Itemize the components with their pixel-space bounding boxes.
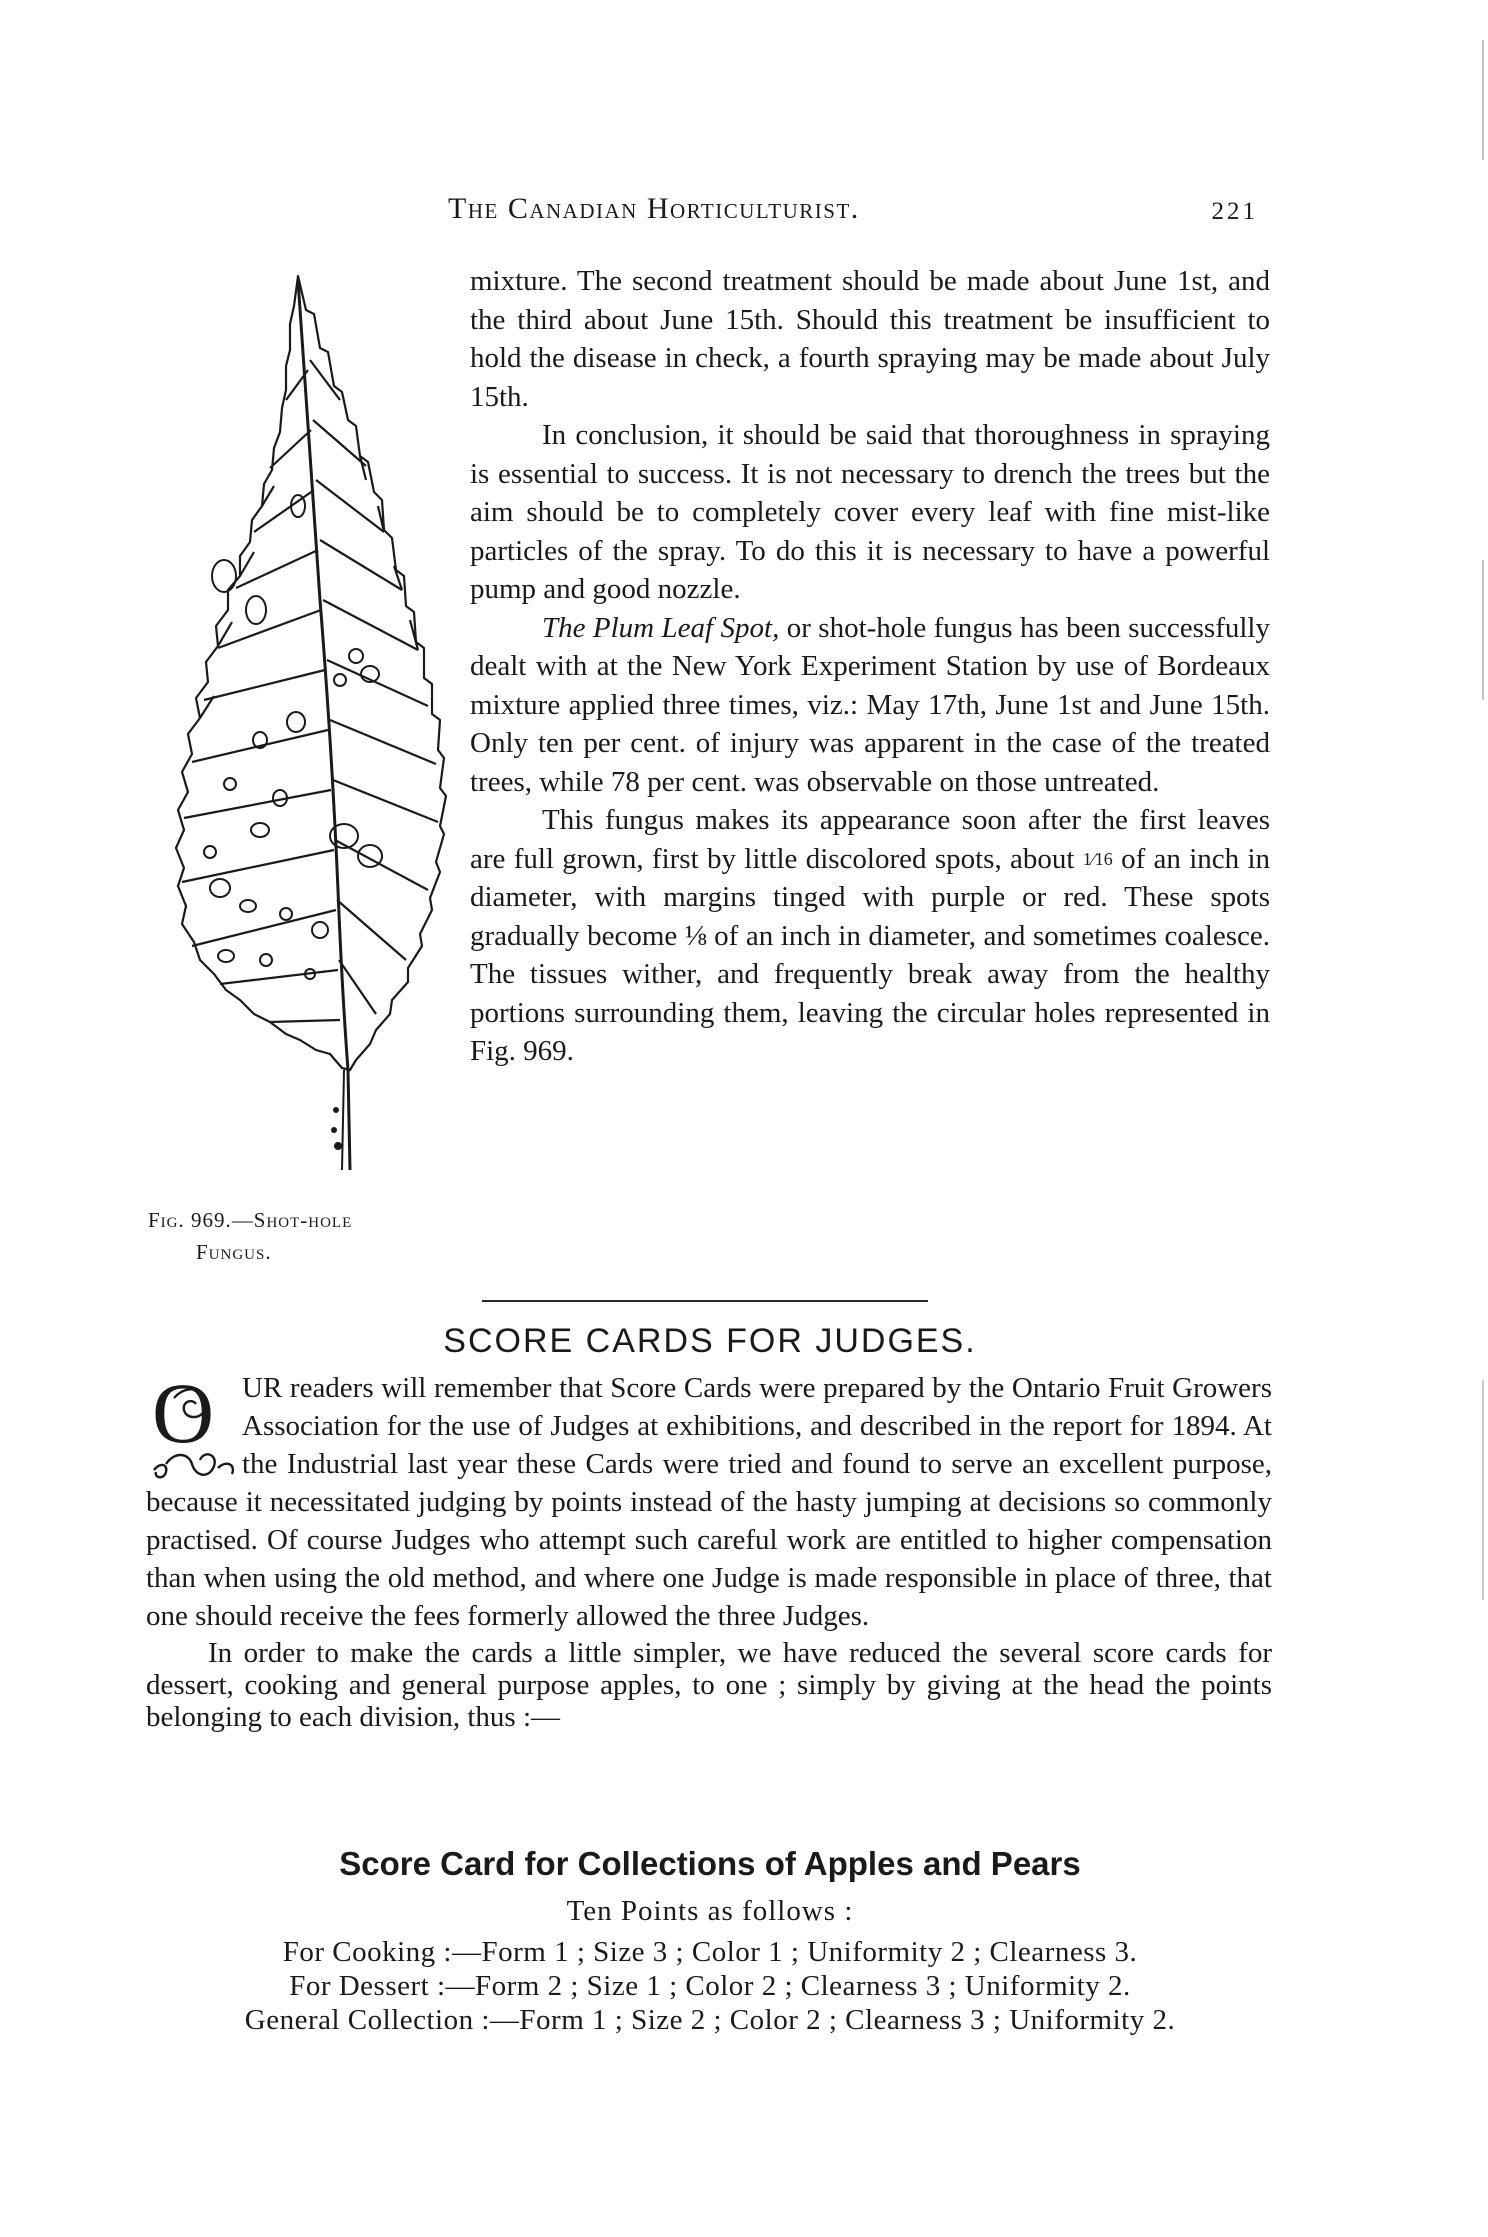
caption-line-2: Fungus. bbox=[196, 1240, 272, 1264]
article-right-column bbox=[470, 262, 1270, 1071]
plum-leaf-spot-title: The Plum Leaf Spot, bbox=[542, 611, 780, 644]
drop-cap-letter: O bbox=[152, 1368, 215, 1461]
score-card-lines bbox=[150, 1935, 1270, 2037]
score-line-cooking: For Cooking :—Form 1 ; Size 3 ; Color 1 ; Uniformity 2 ; Clearness 3. bbox=[282, 1936, 1138, 1968]
caption-title: Shot-hole bbox=[253, 1208, 353, 1232]
paragraph-score-cards-simplify: In order to make the cards a little simpler, we have reduced the several score cards for dessert, cooking and general purpose apples, to one ; simply by giving at the head the points belonging to each division, thus :— bbox=[146, 1637, 1272, 1733]
scan-edge-mark bbox=[1482, 1380, 1484, 1600]
score-card-subtitle: Ten Points as follows : bbox=[566, 1895, 854, 1927]
plum-leaf-spot-text: or shot-hole fungus has been successfully dealt with at the New York Experiment Station by use of Bordeaux mixture applied three times, viz.: May 17th, June 1st and June 15th. Only ten per cent. of injury was apparent in the case of the treated trees, while 78 per cent. was observable on those untreated. bbox=[470, 611, 1270, 798]
drop-cap-space bbox=[146, 1369, 242, 1481]
caption-line-1 bbox=[148, 1204, 448, 1236]
section-heading: SCORE CARDS FOR JUDGES. bbox=[443, 1322, 977, 1360]
scan-edge-mark bbox=[1482, 40, 1484, 160]
fraction-eighth: ⅛ bbox=[684, 919, 707, 952]
score-cards-article bbox=[146, 1369, 1272, 1733]
running-title: The Canadian Horticulturist. bbox=[448, 192, 860, 225]
paragraph-conclusion: In conclusion, it should be said that thoroughness in spraying is essential to success. It is not necessary to drench the trees but the aim should be to completely cover every leaf with fine mist-like particles of the spray. To do this it is necessary to have a powerful pump and good nozzle. bbox=[470, 419, 1270, 605]
score-line-general-collection: General Collection :—Form 1 ; Size 2 ; Color 2 ; Clearness 3 ; Uniformity 2. bbox=[244, 2004, 1176, 2036]
fungus-text-a: This fungus makes its appearance soon after the first leaves are full grown, first by little discolored spots, about bbox=[470, 804, 1270, 875]
scan-edge-mark bbox=[1482, 560, 1484, 700]
score-line-dessert: For Dessert :—Form 2 ; Size 1 ; Color 2 ; Clearness 3 ; Uniformity 2. bbox=[289, 1970, 1131, 2002]
caption-prefix: Fig. 969.— bbox=[148, 1208, 254, 1232]
paragraph-plum-leaf-spot bbox=[470, 609, 1270, 802]
fraction-sixteenth: 1⁄16 bbox=[1082, 848, 1113, 869]
figure-caption bbox=[148, 1204, 448, 1268]
shot-hole-fungus-leaf-illustration bbox=[170, 270, 470, 1190]
fungus-text-c: of an inch in diameter, and sometimes coalesce. The tissues wither, and frequently break away from the healthy portions surrounding them, leaving the circular holes represented in Fig. 969. bbox=[470, 919, 1271, 1067]
paragraph-fungus-appearance bbox=[470, 801, 1270, 1071]
page-number: 221 bbox=[1211, 198, 1258, 225]
section-divider bbox=[482, 1300, 928, 1302]
paragraph-spraying-schedule: mixture. The second treatment should be made about June 1st, and the third about June 15th. Should this treatment be insufficient to hold the disease in check, a fourth spraying may be made about July 15th. bbox=[470, 265, 1270, 413]
running-header bbox=[448, 192, 1278, 232]
score-card-title: Score Card for Collections of Apples and Pears bbox=[339, 1845, 1081, 1882]
paragraph-score-cards-intro: UR readers will remember that Score Cards were prepared by the Ontario Fruit Growers Association for the use of Judges at exhibitions, and described in the report for 1894. At the Industrial last year these Cards were tried and found to serve an excellent purpose, because it necessitated judging by points instead of the hasty jumping at decisions so commonly practised. Of course Judges who attempt such careful work are entitled to higher compensation than when using the old method, and where one Judge is made responsible in place of three, that one should receive the fees formerly allowed the three Judges. bbox=[146, 1372, 1272, 1632]
fungus-text-b: of an inch in diameter, with margins tinged with purple or red. These spots gradually become bbox=[470, 842, 1270, 952]
